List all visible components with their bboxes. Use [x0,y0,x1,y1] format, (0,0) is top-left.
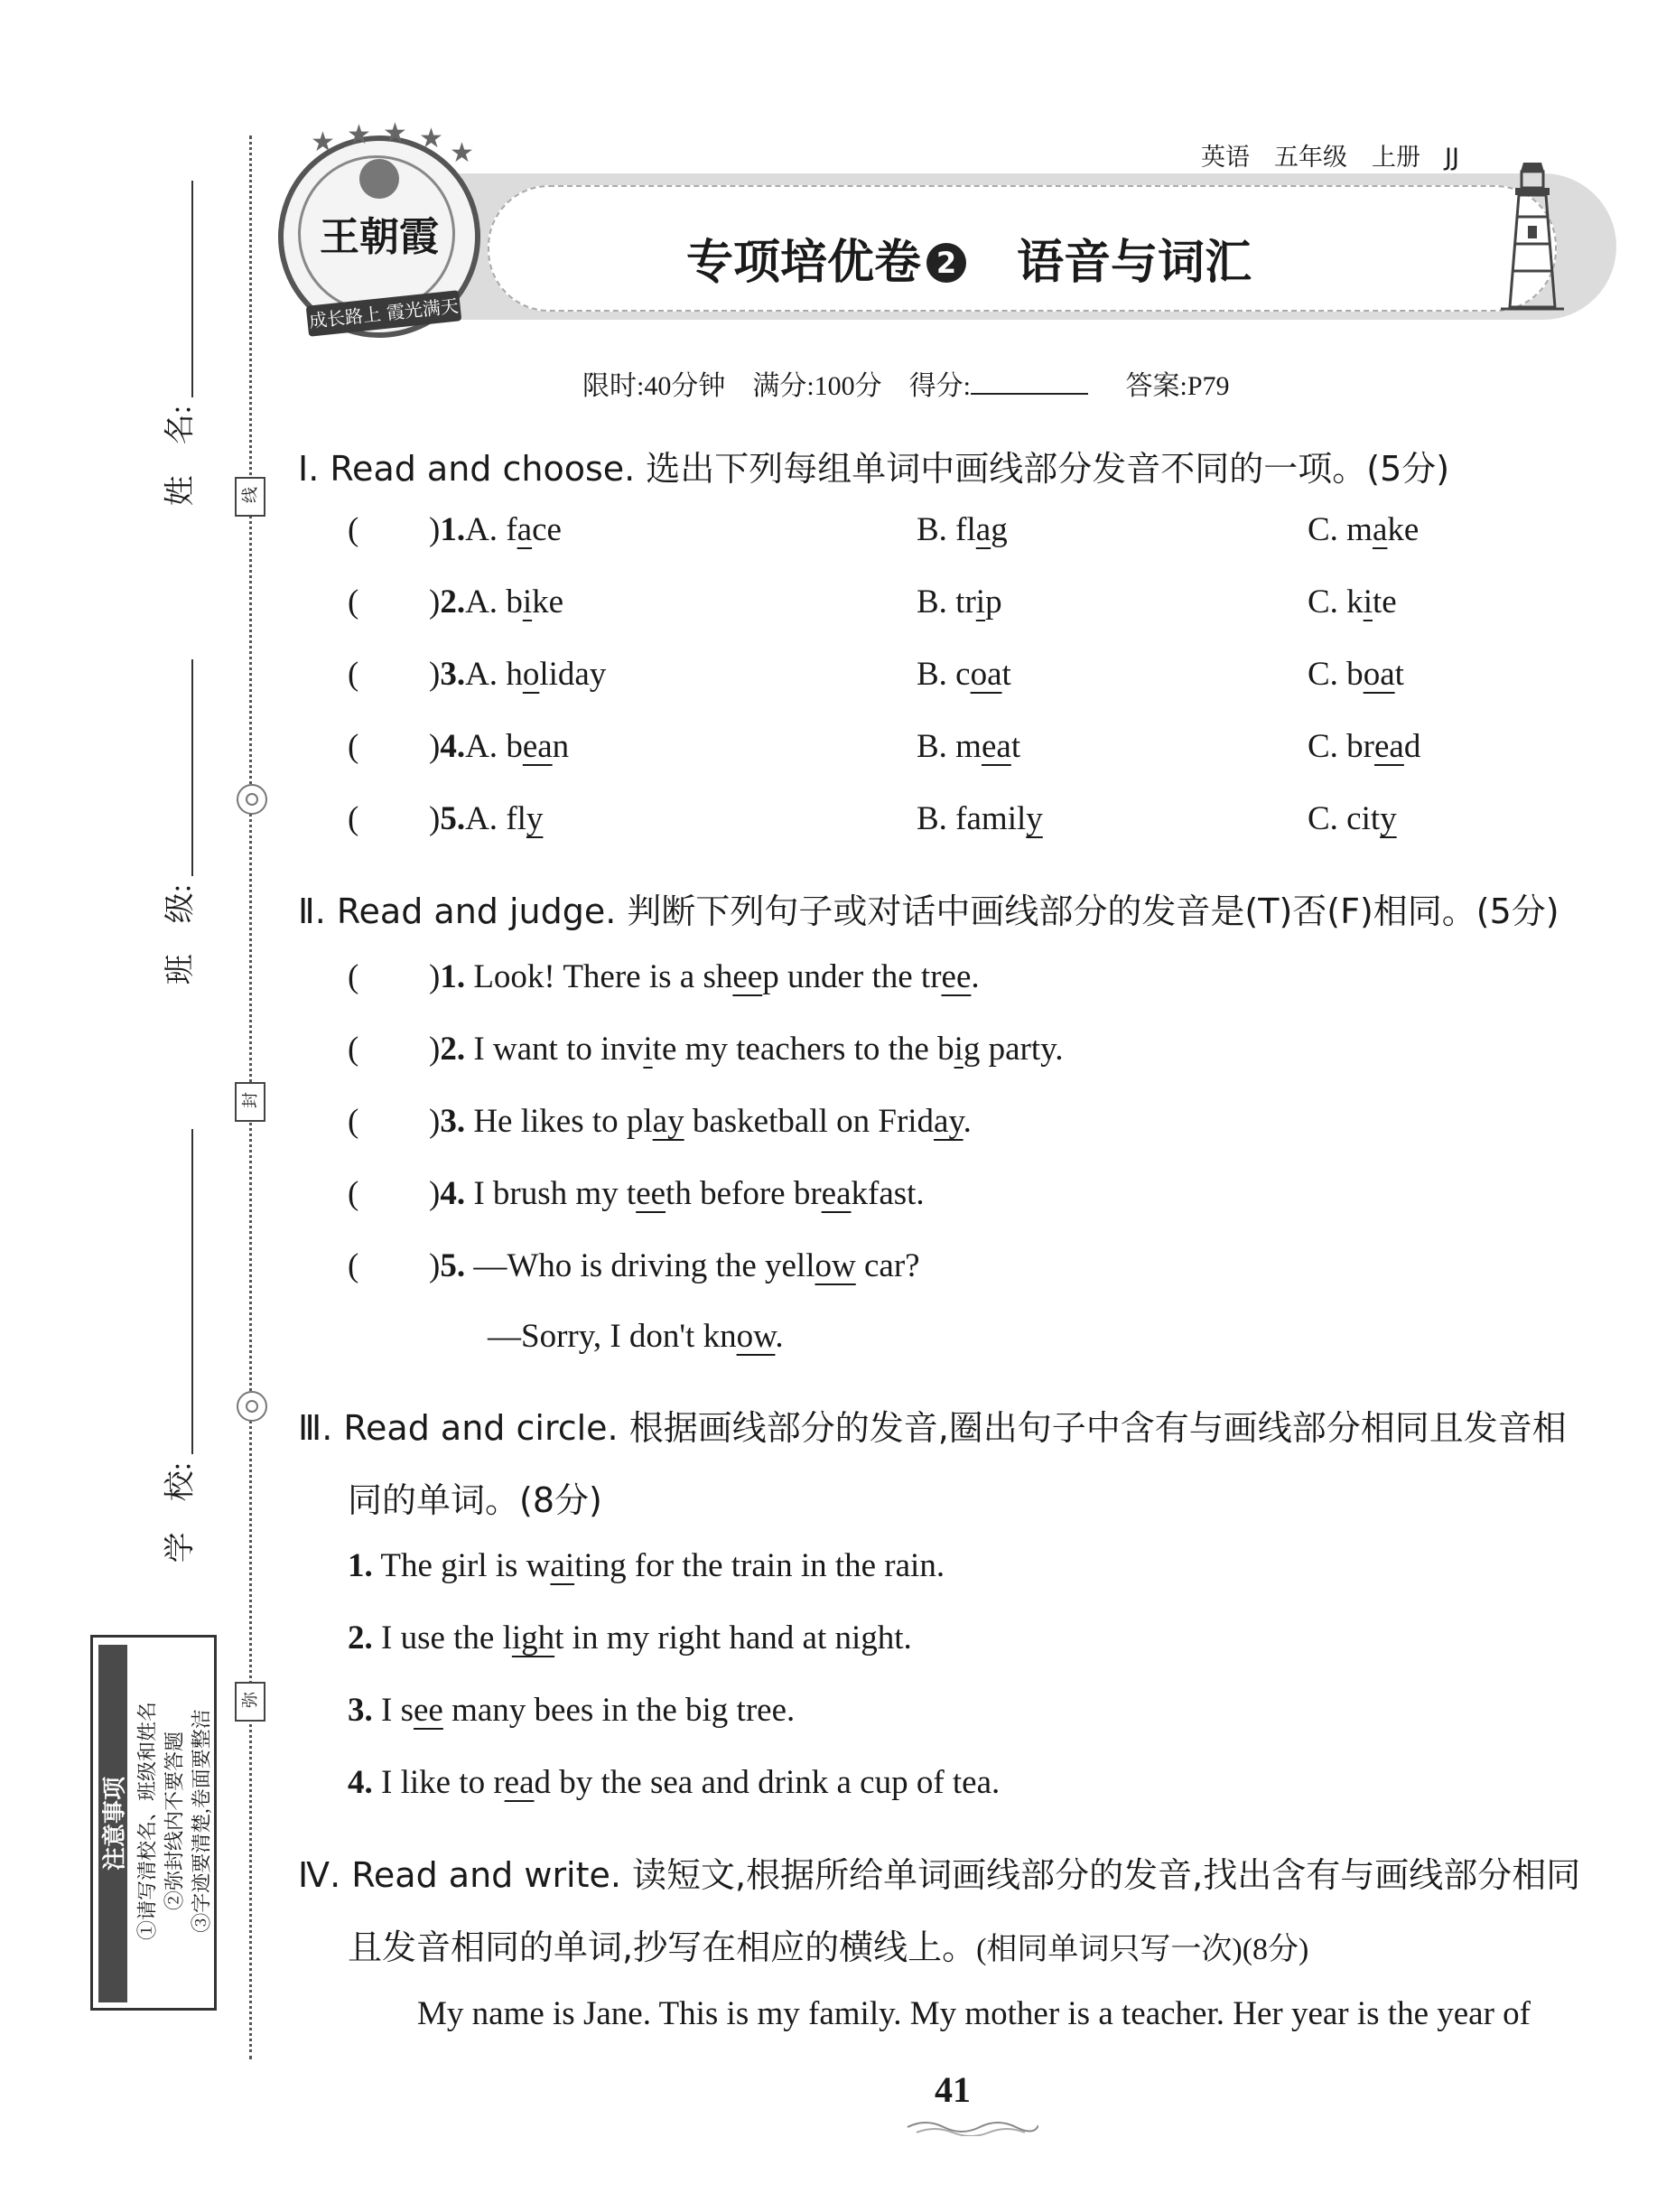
answer-paren[interactable]: ( [348,1175,359,1212]
answer-paren[interactable]: ( [348,656,359,693]
flower-ornament-icon [237,1391,267,1422]
question-number: 2. [348,1619,373,1657]
s3-sentence-1[interactable]: 1. The girl is waiting for the train in the rain. [348,1547,945,1584]
page-title: 专项培优卷 2 语音与词汇 [686,236,1252,290]
class-underline [191,659,193,876]
question-number: 1. [440,958,466,995]
s2-question-3: ( )3. He likes to play basketball on Friday. [348,1103,972,1140]
question-number: 1. [348,1547,373,1584]
class-label: 班 级: [163,883,198,985]
logo-slogan: 成长路上 霞光满天 [306,290,462,337]
section-3-heading-line2: 同的单词。(8分) [348,1480,602,1520]
option-a: A. fly [465,800,544,837]
answer-paren[interactable]: ( [348,1247,359,1284]
notice-box [90,1635,217,2011]
s1-question-1: ( )1.A. face [348,511,562,548]
s1-question-4: ( )4.A. bean [348,728,570,765]
book-meta: 英语 五年级 上册 JJ [1201,144,1459,172]
s1-question-3: ( )3.A. holiday [348,656,607,693]
star-icon: ★ [419,124,443,154]
section-3-heading-line1: Ⅲ. Read and circle. 根据画线部分的发音,圈出句子中含有与画线部分相同且发音相 [298,1408,1567,1448]
option-b: B. family [917,800,1043,837]
notice-item-1: ①请写清校名、班级和姓名 [135,1701,159,1941]
s1-question-2: ( )2.A. bike [348,583,564,621]
option-a: A. holiday [465,656,607,693]
star-icon: ★ [347,120,371,150]
section-2-heading: Ⅱ. Read and judge. 判断下列句子或对话中画线部分的发音是(T)否(F)相同。(5分) [298,891,1559,931]
s3-sentence-4[interactable]: 4. I like to read by the sea and drink a cup of tea. [348,1764,1001,1801]
s4-passage: My name is Jane. This is my family. My mother is a teacher. Her year is the year of [417,1995,1531,2032]
star-icon: ★ [311,127,335,157]
score-blank[interactable] [971,393,1088,395]
answer-paren[interactable]: ( [348,511,359,548]
star-icon: ★ [383,118,407,148]
s2-question-4: ( )4. I brush my teeth before breakfast. [348,1175,925,1212]
page-number: 41 [935,2069,971,2110]
school-underline [191,1129,193,1454]
option-a: A. bike [465,583,564,621]
s3-sentence-3[interactable]: 3. I see many bees in the big tree. [348,1692,796,1729]
answer-paren[interactable]: ( [348,583,359,621]
option-b: B. meat [917,728,1021,765]
question-number: 3. [348,1692,373,1729]
seal-mark-close: 弥 [235,1682,265,1722]
question-number: 5. [440,800,466,837]
answer-paren[interactable]: ( [348,1103,359,1140]
question-number: 5. [440,1247,466,1284]
option-b: B. trip [917,583,1002,621]
option-c: C. kite [1308,583,1397,621]
option-c: C. boat [1308,656,1404,693]
name-label: 姓 名: [163,405,198,507]
answer-paren[interactable]: ( [348,728,359,765]
notice-item-2: ②弥封线内不要答题 [163,1731,186,1911]
portrait-icon [359,159,399,199]
option-b: B. coat [917,656,1011,693]
option-a: A. bean [465,728,570,765]
name-underline [191,181,193,397]
s2-item5-line2: —Sorry, I don't know. [488,1318,784,1355]
title-number-badge: 2 [926,243,966,283]
wave-ornament-icon [903,2118,1038,2136]
answer-paren[interactable]: ( [348,958,359,995]
seal-mark-line: 线 [235,477,265,517]
option-b: B. flag [917,511,1008,548]
question-number: 1. [440,511,466,548]
question-number: 3. [440,1103,466,1140]
notice-item-3: ③字迹要清楚,卷面要整洁 [190,1709,213,1933]
school-label: 学 校: [163,1461,198,1563]
question-number: 4. [348,1764,373,1801]
section-4-heading-line1: Ⅳ. Read and write. 读短文,根据所给单词画线部分的发音,找出含有与画线部分相同 [298,1855,1581,1895]
option-c: C. make [1308,511,1420,548]
notice-heading: 注意事项 [98,1645,127,2002]
s2-question-5: ( )5. —Who is driving the yellow car? [348,1247,920,1284]
s2-question-1: ( )1. Look! There is a sheep under the tree. [348,958,980,995]
s3-sentence-2[interactable]: 2. I use the light in my right hand at night. [348,1619,912,1657]
answer-paren[interactable]: ( [348,800,359,837]
question-number: 4. [440,1175,466,1212]
section-1-heading: Ⅰ. Read and choose. 选出下列每组单词中画线部分发音不同的一项。(5分) [298,449,1450,489]
logo-name: 王朝霞 [320,215,439,259]
option-c: C. city [1308,800,1397,837]
section-4-heading-line2: 且发音相同的单词,抄写在相应的横线上。(相同单词只写一次)(8分) [348,1927,1309,1967]
question-number: 3. [440,656,466,693]
option-a: A. face [465,511,562,548]
question-number: 4. [440,728,466,765]
s2-question-2: ( )2. I want to invite my teachers to the big party. [348,1031,1064,1068]
answer-paren[interactable]: ( [348,1031,359,1068]
flower-ornament-icon [237,784,267,815]
s1-question-5: ( )5.A. fly [348,800,544,837]
seal-mark-seal: 封 [235,1082,265,1122]
exam-info: 限时:40分钟 满分:100分 得分: 答案:P79 [582,371,1230,401]
question-number: 2. [440,583,466,621]
question-number: 2. [440,1031,466,1068]
option-c: C. bread [1308,728,1421,765]
star-icon: ★ [450,138,474,168]
lighthouse-icon [1492,145,1573,316]
